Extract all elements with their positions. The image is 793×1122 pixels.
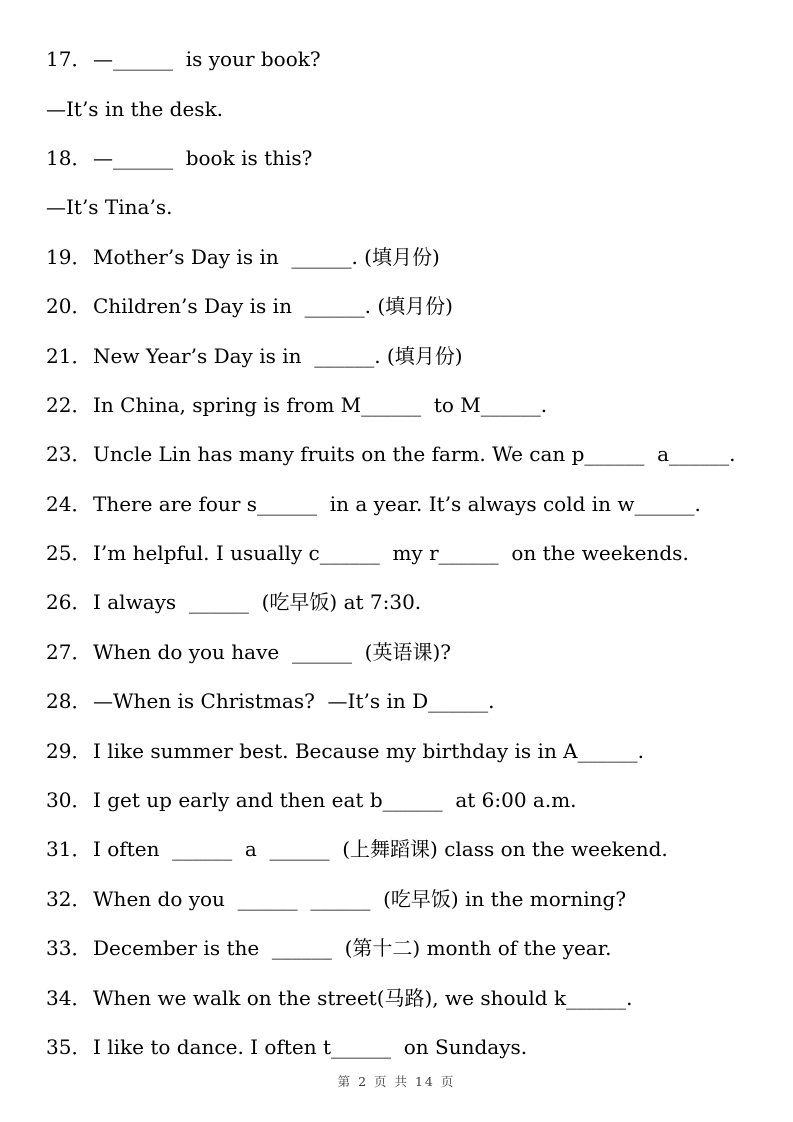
answer-line	[46, 183, 757, 232]
question-number: 26．	[46, 590, 92, 615]
question-line-25	[46, 529, 757, 578]
answer-text: —It’s in the desk.	[46, 96, 224, 121]
question-text: I like to dance. I often t______ on Sundays.	[93, 1035, 528, 1059]
question-text: I often ______ a ______ (上舞蹈课) class on the weekend.	[93, 837, 668, 862]
question-number: 35．	[46, 1035, 92, 1059]
question-number: 20．	[46, 294, 92, 319]
question-text: I always ______ (吃早饭) at 7:30.	[93, 590, 422, 615]
question-line-23	[46, 430, 757, 479]
question-number: 31．	[46, 837, 92, 862]
question-line-26	[46, 578, 757, 627]
questions-list	[46, 35, 757, 1072]
question-number: 23．	[46, 442, 92, 467]
question-line-31	[46, 825, 757, 874]
question-number: 33．	[46, 936, 92, 961]
question-number: 24．	[46, 491, 92, 516]
answer-text: —It’s Tina’s.	[46, 195, 173, 220]
question-line-17	[46, 35, 757, 84]
question-text: Children’s Day is in ______. (填月份)	[93, 294, 453, 319]
question-text: There are four s______ in a year. It’s always cold in w______.	[93, 491, 701, 516]
question-line-32	[46, 875, 757, 924]
question-text: —______ book is this?	[93, 145, 313, 170]
question-number: 19．	[46, 244, 92, 269]
question-line-34	[46, 973, 757, 1022]
question-number: 30．	[46, 788, 92, 813]
question-text: —When is Christmas? —It’s in D______.	[93, 689, 495, 714]
question-number: 34．	[46, 985, 92, 1010]
question-number: 22．	[46, 392, 92, 417]
question-text: New Year’s Day is in ______. (填月份)	[93, 343, 463, 368]
question-line-33	[46, 924, 757, 973]
question-line-30	[46, 776, 757, 825]
question-line-21	[46, 331, 757, 380]
page-number-indicator: 第 2 页 共 14 页	[337, 1074, 456, 1089]
question-number: 21．	[46, 343, 92, 368]
question-number: 25．	[46, 541, 92, 566]
answer-line	[46, 84, 757, 133]
question-line-35	[46, 1023, 757, 1072]
question-text: Mother’s Day is in ______. (填月份)	[93, 244, 440, 269]
question-line-29	[46, 726, 757, 775]
question-line-28	[46, 677, 757, 726]
question-number: 27．	[46, 639, 92, 664]
question-number: 17．	[46, 47, 92, 72]
question-text: Uncle Lin has many fruits on the farm. We can p______ a______.	[93, 442, 736, 467]
question-line-20	[46, 282, 757, 331]
question-text: December is the ______ (第十二) month of the year.	[93, 936, 612, 961]
question-text: I’m helpful. I usually c______ my r______ on the weekends.	[93, 541, 689, 566]
question-text: I get up early and then eat b______ at 6:00 a.m.	[93, 788, 577, 813]
question-number: 32．	[46, 886, 92, 911]
question-text: —______ is your book?	[93, 47, 321, 72]
question-line-19	[46, 233, 757, 282]
question-line-24	[46, 480, 757, 529]
question-text: In China, spring is from M______ to M______.	[93, 392, 548, 417]
question-number: 28．	[46, 689, 92, 714]
question-text: When do you have ______ (英语课)?	[93, 639, 451, 664]
question-text: When we walk on the street(马路), we should k______.	[93, 985, 633, 1010]
question-text: I like summer best. Because my birthday is in A______.	[93, 738, 644, 763]
question-line-27	[46, 628, 757, 677]
question-line-18	[46, 134, 757, 183]
question-number: 18．	[46, 145, 92, 170]
question-number: 29．	[46, 738, 92, 763]
question-line-22	[46, 381, 757, 430]
question-text: When do you ______ ______ (吃早饭) in the morning?	[93, 886, 627, 911]
